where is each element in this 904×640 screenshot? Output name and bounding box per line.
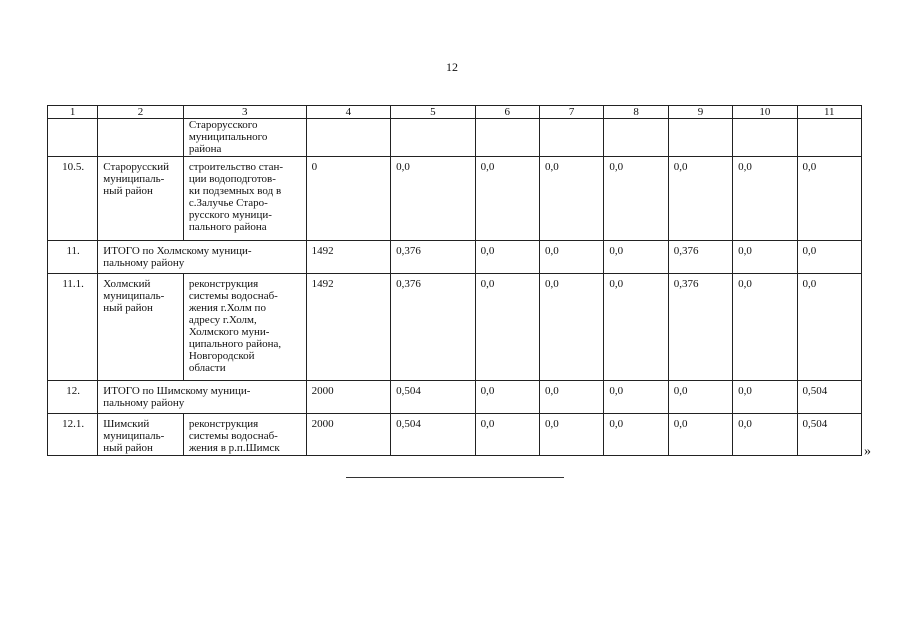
value-cell: 0,0 [733,414,797,456]
value-cell [797,119,861,157]
district-cell: Шимский муниципаль- ный район [98,414,184,456]
value-cell: 0,376 [668,241,732,274]
project-description-cell: реконструкция системы водоснаб- жения г.Холм по адресу г.Холм, Холмского муни- ципального района, Новгородской области [183,274,306,381]
project-description-cell: строительство стан- ции водоподготов- ки подземных вод в с.Залучье Старо- русского муници- пального района [183,157,306,241]
table-row [48,381,862,414]
column-header: 11 [797,106,861,119]
district-cell [98,119,184,157]
row-number-cell: 12.1. [48,414,98,456]
value-cell: 0,0 [797,241,861,274]
row-number-cell: 11. [48,241,98,274]
value-cell: 0,0 [475,414,539,456]
value-cell: 2000 [306,381,391,414]
value-cell: 0,0 [668,157,732,241]
value-cell: 0,0 [733,241,797,274]
value-cell: 0,376 [391,274,476,381]
value-cell: 0,0 [733,381,797,414]
table-row [48,241,862,274]
row-number-cell [48,119,98,157]
value-cell: 1492 [306,241,391,274]
value-cell: 0,0 [539,274,603,381]
column-header: 1 [48,106,98,119]
value-cell: 0,0 [797,157,861,241]
value-cell: 0,0 [604,274,668,381]
value-cell [539,119,603,157]
value-cell: 0,0 [604,381,668,414]
project-description-cell: реконструкция системы водоснаб- жения в р.п.Шимск [183,414,306,456]
total-label-cell: ИТОГО по Холмскому муници- пальному району [98,241,306,274]
column-header: 10 [733,106,797,119]
value-cell: 0,0 [797,274,861,381]
value-cell: 0,0 [539,414,603,456]
column-header: 9 [668,106,732,119]
value-cell: 0,0 [604,241,668,274]
row-number-cell: 11.1. [48,274,98,381]
table-body [48,119,862,456]
column-header: 4 [306,106,391,119]
value-cell: 0,0 [391,157,476,241]
value-cell: 0,376 [668,274,732,381]
district-cell: Холмский муниципаль- ный район [98,274,184,381]
column-header: 5 [391,106,476,119]
district-cell: Старорусский муниципаль- ный район [98,157,184,241]
table-row [48,157,862,241]
row-number-cell: 10.5. [48,157,98,241]
project-description-cell: Старорусского муниципального района [183,119,306,157]
value-cell: 0,504 [391,414,476,456]
value-cell [306,119,391,157]
value-cell: 0,504 [391,381,476,414]
value-cell: 0,0 [539,157,603,241]
value-cell [668,119,732,157]
value-cell: 0,0 [475,381,539,414]
value-cell: 0,504 [797,381,861,414]
value-cell: 0,0 [733,157,797,241]
value-cell: 2000 [306,414,391,456]
header-row [48,106,862,119]
value-cell: 0,0 [475,274,539,381]
value-cell: 0,504 [797,414,861,456]
table-row [48,119,862,157]
value-cell [604,119,668,157]
value-cell: 0,0 [668,381,732,414]
table-row [48,414,862,456]
total-label-cell: ИТОГО по Шимскому муници- пальному району [98,381,306,414]
value-cell [733,119,797,157]
value-cell: 0,0 [668,414,732,456]
column-header: 8 [604,106,668,119]
value-cell: 0,0 [475,157,539,241]
table-row [48,274,862,381]
value-cell [391,119,476,157]
value-cell: 0,0 [475,241,539,274]
value-cell: 0 [306,157,391,241]
value-cell: 0,0 [604,157,668,241]
column-header: 3 [183,106,306,119]
value-cell: 0,0 [539,241,603,274]
column-header: 7 [539,106,603,119]
data-table [47,105,862,456]
value-cell: 1492 [306,274,391,381]
value-cell: 0,376 [391,241,476,274]
value-cell: 0,0 [539,381,603,414]
closing-quote: » [864,444,871,459]
row-number-cell: 12. [48,381,98,414]
column-header: 2 [98,106,184,119]
bottom-rule [346,477,564,478]
value-cell: 0,0 [733,274,797,381]
value-cell [475,119,539,157]
column-header: 6 [475,106,539,119]
page-number: 12 [446,60,458,74]
value-cell: 0,0 [604,414,668,456]
